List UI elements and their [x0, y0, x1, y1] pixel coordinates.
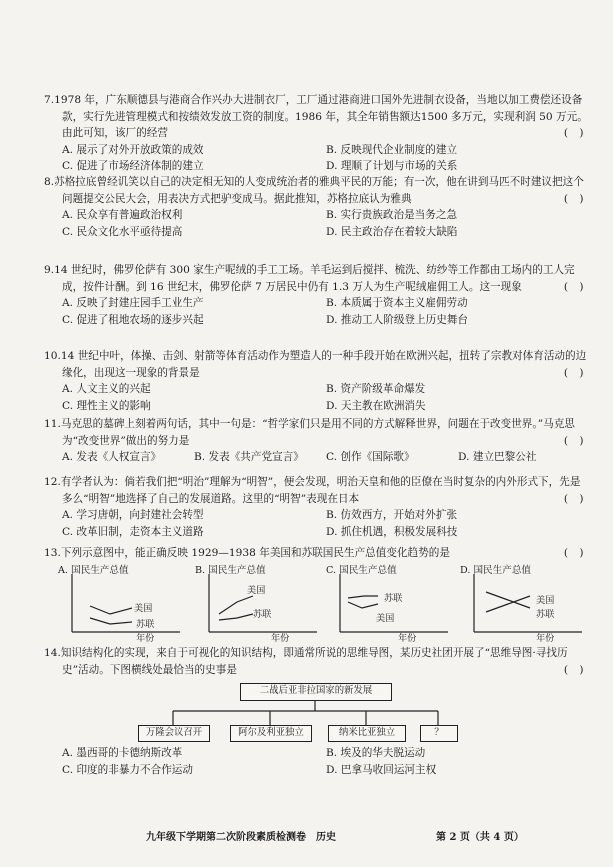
- us-line: [348, 602, 378, 608]
- chart-label: C. 国民生产总值: [326, 565, 397, 576]
- option-c: C. 印度的非暴力不合作运动: [62, 763, 193, 776]
- option-c: C. 理性主义的影响: [62, 399, 151, 412]
- option-d: D. 理顺了计划与市场的关系: [326, 160, 458, 172]
- option-c: C. 促进了租地农场的逐步兴起: [62, 313, 204, 326]
- option-d: D. 巴拿马收回运河主权: [326, 763, 437, 776]
- chart-label: A. 国民生产总值: [58, 565, 129, 576]
- series-label-us: 美国: [536, 595, 555, 606]
- option-a: A. 发表《人权宣言》: [62, 451, 162, 463]
- us-line: [219, 596, 253, 614]
- question-stem: 1978 年，广东顺德县与港商合作兴办大进制衣厂，工厂通过港商进口国外先进制衣设备，当地以加工费偿还设备款，实行先进管理模式和按绩效发放工资的制度。1986 年，其全年销售额达1500 多万元，实现利润 50 万元。由此可知，该厂的经营: [54, 94, 588, 139]
- option-c: C. 创作《国际歌》: [326, 451, 415, 463]
- footer-page-number: 第 2 页（共 4 页）: [436, 832, 524, 843]
- options: [44, 207, 590, 240]
- option-a: A. 墨西哥的卡德纳斯改革: [62, 747, 183, 759]
- options: [44, 507, 590, 540]
- answer-blank: ( ): [563, 192, 588, 205]
- chart-label: D. 国民生产总值: [460, 565, 532, 576]
- us-line: [486, 592, 530, 608]
- question-12: [44, 474, 590, 540]
- option-b: B. 仿效西方，开始对外扩张: [326, 509, 458, 521]
- question-number: 8.: [44, 176, 55, 188]
- question-stem: 知识结构化的实现，来自于可视化的知识结构，即通常所说的思维导图，某历史社团开展了“思维导图·寻找历史”活动。下图横线处最恰当的史事是: [60, 647, 568, 676]
- chart-c-plot: [338, 574, 450, 636]
- question-number: 11.: [44, 418, 61, 430]
- chart-c: [326, 562, 451, 644]
- question-14: [44, 645, 590, 678]
- option-a: A. 反映了封建庄园手工业生产: [62, 297, 204, 309]
- ussr-line: [219, 614, 253, 620]
- series-label-us: 美国: [134, 603, 153, 614]
- option-b: B. 反映现代企业制度的建立: [326, 143, 458, 156]
- option-b: B. 实行贵族政治是当务之急: [326, 209, 458, 221]
- mind-map-node-algeria: 阿尔及利亚独立: [230, 725, 312, 742]
- answer-blank: ( ): [563, 280, 588, 293]
- chart-b: [195, 562, 320, 644]
- x-axis-label: 年份: [271, 633, 290, 644]
- question-number: 9.: [44, 264, 55, 276]
- option-a: A. 展示了对外开放政策的成效: [62, 143, 204, 156]
- option-b: B. 本质属于资本主义雇佣劳动: [326, 297, 468, 309]
- question-stem: 马克思的墓碑上刻着两句话，其中一句是：“哲学家们只是用不同的方式解释世界，问题在于改变世界。”马克思为“改变世界”做出的努力是: [60, 418, 575, 447]
- question-stem: 苏格拉底曾经讥笑以自己的决定相无知的人变成统治者的雅典平民的万能；有一次，他在讲到马匹不时建议把这个问题提交公民大会，用表决方式把驴变成马。据此推知，苏格拉底认为雅典: [54, 176, 584, 205]
- series-label-ussr: 苏联: [136, 619, 155, 630]
- question-8: [44, 174, 590, 240]
- option-b: B. 埃及的华夫脱运动: [326, 747, 426, 759]
- option-c: C. 促进了市场经济体制的建立: [62, 160, 204, 172]
- option-b: B. 资产阶级革命爆发: [326, 383, 426, 395]
- option-b: B. 发表《共产党宣言》: [194, 451, 304, 463]
- question-9: [44, 262, 590, 328]
- mind-map: [118, 683, 458, 743]
- options: [44, 381, 590, 414]
- answer-blank: ( ): [563, 434, 588, 447]
- option-d: D. 推动工人阶级登上历史舞台: [326, 313, 468, 326]
- option-a: A. 人文主义的兴起: [62, 383, 151, 395]
- series-label-us: 美国: [376, 613, 395, 624]
- series-label-ussr: 苏联: [384, 593, 403, 604]
- question-14-options: [44, 745, 590, 778]
- option-d: D. 建立巴黎公社: [458, 451, 537, 463]
- chart-a-plot: [70, 574, 182, 636]
- question-stem: 有学者认为：倘若我们把“明治”理解为“明智”，便会发现，明治天皇和他的臣僚在当时复杂的内外形式下，先是多么“明智”地选择了自己的发展道路。这里的“明智”表现在日本: [60, 476, 581, 505]
- question-13: [44, 545, 590, 562]
- question-number: 7.: [44, 94, 55, 106]
- series-label-us: 美国: [247, 585, 266, 596]
- question-10: [44, 348, 590, 414]
- options: [44, 142, 590, 175]
- option-c: C. 改革旧制，走资本主义道路: [62, 525, 204, 538]
- question-stem: 14 世纪中叶，体操、击剑、射箭等体育活动作为塑造人的一种手段开始在欧洲兴起，扭转了宗教对体育活动的边缘化，出现这一现象的背景是: [60, 350, 587, 379]
- mind-map-root: 二战后亚非拉国家的新发展: [240, 683, 392, 701]
- answer-blank: ( ): [563, 663, 588, 676]
- chart-d: [460, 562, 585, 644]
- answer-blank: ( ): [563, 492, 588, 505]
- question-stem: 14 世纪时，佛罗伦萨有 300 家生产呢绒的手工工场。羊毛运到后搅拌、梳洗、纺纱等工作都由工场内的工人完成，按件计酬。到 16 世纪末，佛罗伦萨 7 万居民中仍有 1.3 万人为生产呢绒雇佣工人。这一现象: [54, 264, 575, 293]
- options: [44, 745, 590, 778]
- ussr-line: [90, 618, 132, 624]
- answer-blank: ( ): [563, 366, 588, 379]
- question-11: [44, 416, 590, 466]
- answer-blank: ( ): [563, 127, 588, 139]
- option-d: D. 民主政治存在着较大缺陷: [326, 225, 458, 238]
- question-number: 13.: [44, 547, 61, 559]
- option-a: A. 学习唐朝，向封建社会转型: [62, 509, 204, 521]
- ussr-line: [486, 596, 530, 612]
- us-line: [90, 606, 132, 614]
- chart-d-plot: [472, 574, 584, 636]
- options: [44, 449, 590, 466]
- question-stem: 下列示意图中，能正确反映 1929—1938 年美国和苏联国民生产总值变化趋势的是: [60, 547, 450, 559]
- series-label-ussr: 苏联: [536, 609, 555, 620]
- x-axis-label: 年份: [136, 633, 155, 644]
- question-number: 14.: [44, 647, 61, 659]
- series-label-ussr: 苏联: [253, 609, 272, 620]
- x-axis-label: 年份: [536, 633, 555, 644]
- mind-map-node-bandung: 万隆会议召开: [138, 725, 210, 742]
- question-number: 12.: [44, 476, 61, 488]
- mind-map-node-namibia: 纳米比亚独立: [328, 725, 406, 742]
- mind-map-node-blank: ？: [420, 725, 458, 742]
- option-d: D. 天主教在欧洲消失: [326, 399, 426, 412]
- ussr-line: [348, 596, 378, 598]
- question-number: 10.: [44, 350, 61, 362]
- answer-blank: ( ): [563, 547, 588, 559]
- option-c: C. 民众文化水平亟待提高: [62, 225, 183, 238]
- chart-a: [58, 562, 183, 644]
- option-a: A. 民众享有普遍政治权利: [62, 209, 183, 221]
- chart-label: B. 国民生产总值: [195, 565, 266, 576]
- options: [44, 295, 590, 328]
- question-7: [44, 92, 590, 175]
- footer-exam-title: 九年级下学期第二次阶段素质检测卷 历史: [146, 832, 336, 843]
- trend-charts: [58, 562, 598, 642]
- option-d: D. 抓住机遇，积极发展科技: [326, 525, 458, 538]
- x-axis-label: 年份: [398, 633, 417, 644]
